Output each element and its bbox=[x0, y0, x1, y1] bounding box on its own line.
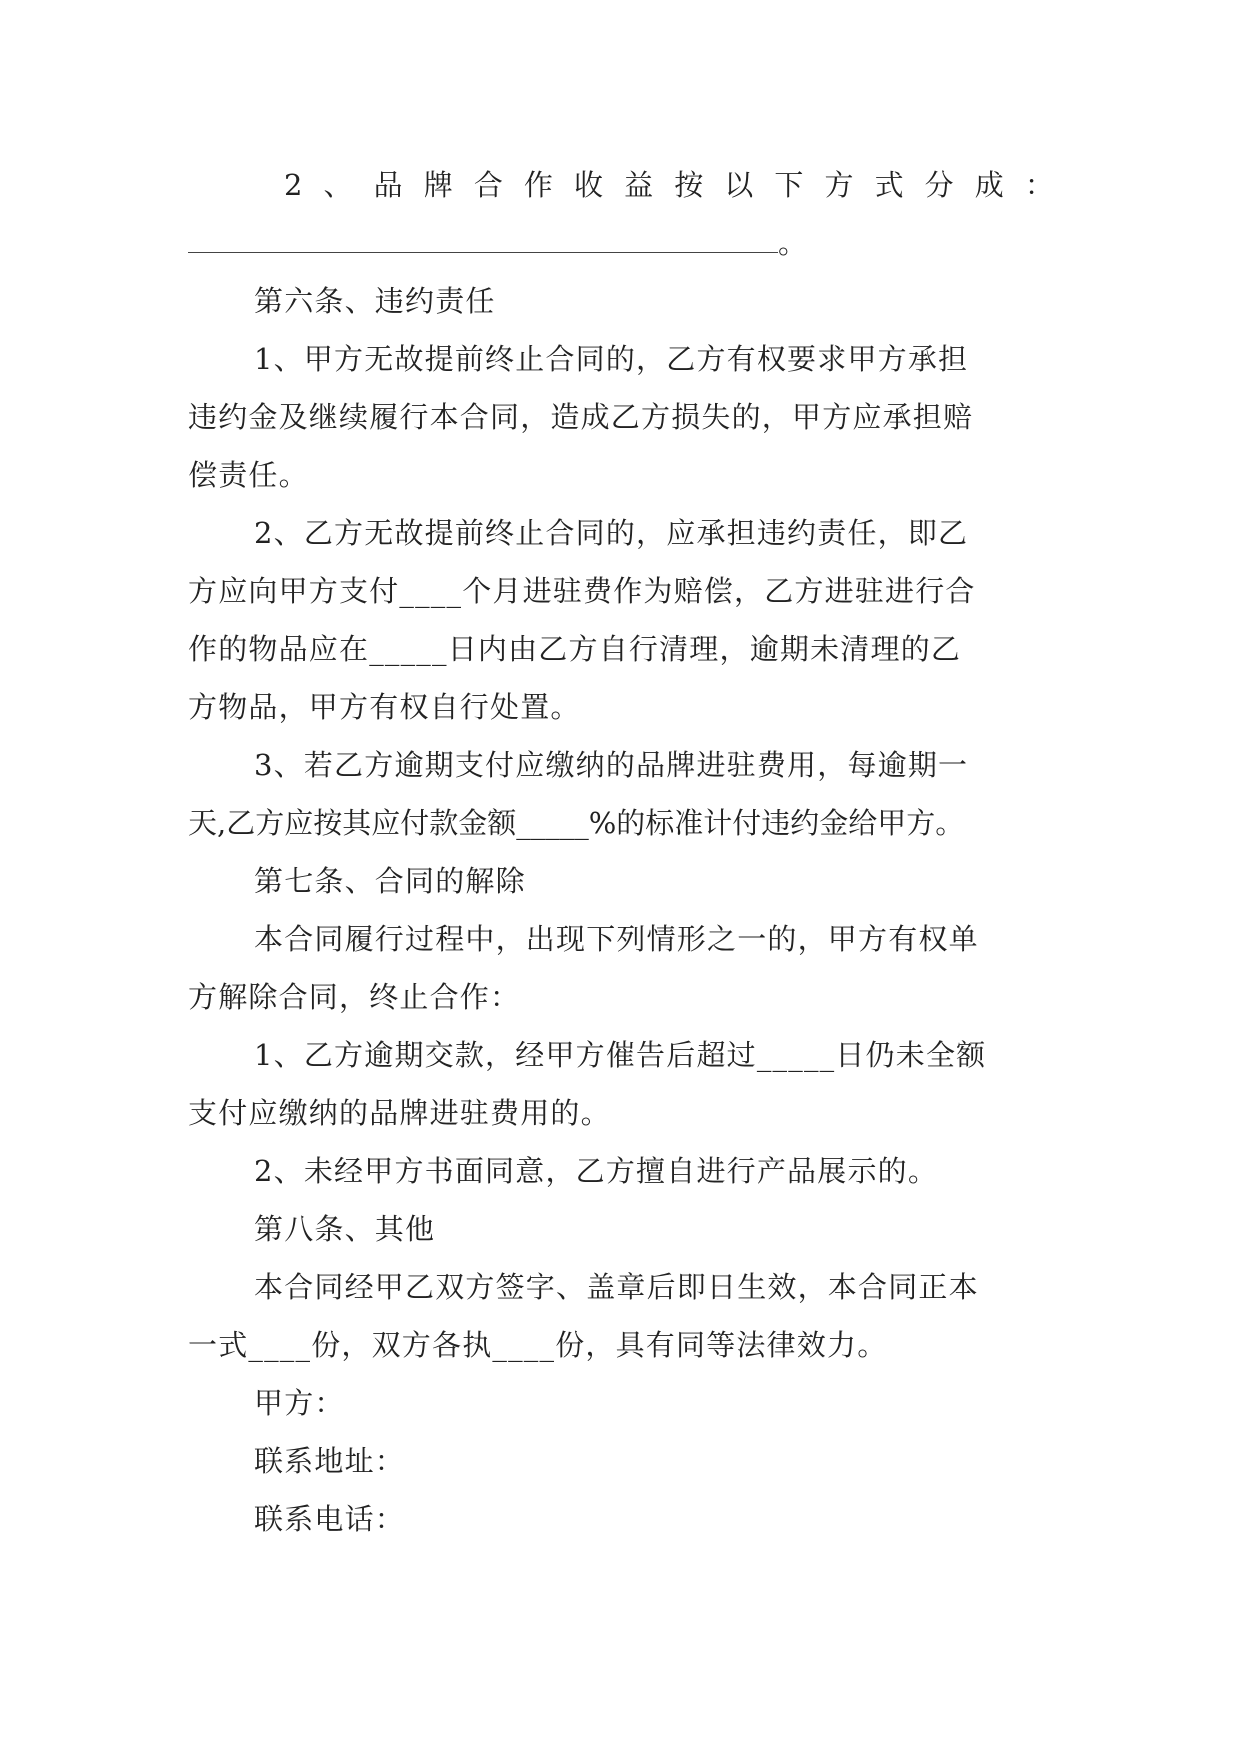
document-page bbox=[188, 156, 1054, 1548]
text-char: 收 bbox=[574, 168, 604, 202]
article-7-heading: 第七条、合同的解除 bbox=[254, 864, 526, 898]
text-char: 益 bbox=[624, 168, 654, 202]
paragraph-line: 方解除合同，终止合作： bbox=[188, 980, 521, 1014]
text-char: 成 bbox=[974, 168, 1004, 202]
contact-address-label: 联系地址： bbox=[254, 1444, 406, 1478]
text-char: 品 bbox=[373, 168, 403, 202]
text-char: 方 bbox=[824, 168, 854, 202]
text-char: 、 bbox=[323, 168, 353, 202]
text-char: 以 bbox=[724, 168, 754, 202]
text-char: 按 bbox=[674, 168, 704, 202]
paragraph-line: 本合同经甲乙双方签字、盖章后即日生效，本合同正本 bbox=[254, 1270, 979, 1304]
contact-phone-label: 联系电话： bbox=[254, 1502, 406, 1536]
article-8-heading: 第八条、其他 bbox=[254, 1212, 436, 1246]
paragraph-line: 偿责任。 bbox=[188, 458, 309, 492]
text-char: 作 bbox=[523, 168, 553, 202]
text-char: 下 bbox=[774, 168, 804, 202]
clause-5-2-line bbox=[188, 156, 1054, 214]
text-char: 分 bbox=[924, 168, 954, 202]
paragraph-line: 本合同履行过程中，出现下列情形之一的，甲方有权单 bbox=[254, 922, 979, 956]
paragraph-line: 3、若乙方逾期支付应缴纳的品牌进驻费用，每逾期一 bbox=[254, 748, 969, 782]
paragraph-line: 2、乙方无故提前终止合同的，应承担违约责任，即乙 bbox=[254, 516, 969, 550]
paragraph-line: 天,乙方应按其应付款金额_____%的标准计付违约金给甲方。 bbox=[188, 806, 965, 840]
paragraph-line: 支付应缴纳的品牌进驻费用的。 bbox=[188, 1096, 611, 1130]
text-char: 式 bbox=[874, 168, 904, 202]
party-a-label: 甲方： bbox=[254, 1386, 345, 1420]
period-mark: 。 bbox=[778, 226, 808, 260]
text-char: 牌 bbox=[423, 168, 453, 202]
blank-fill-line bbox=[188, 214, 1054, 272]
blank-underline bbox=[188, 218, 778, 253]
text-char: 2 bbox=[284, 168, 303, 202]
paragraph-line: 一式____份，双方各执____份，具有同等法律效力。 bbox=[188, 1328, 888, 1362]
paragraph-line: 违约金及继续履行本合同，造成乙方损失的，甲方应承担赔 bbox=[188, 400, 974, 434]
paragraph-line: 1、乙方逾期交款，经甲方催告后超过_____日仍未全额 bbox=[254, 1038, 987, 1072]
paragraph-line: 2、未经甲方书面同意，乙方擅自进行产品展示的。 bbox=[254, 1154, 939, 1188]
text-char: ： bbox=[1024, 168, 1054, 202]
paragraph-line: 方物品，甲方有权自行处置。 bbox=[188, 690, 581, 724]
paragraph-line: 方应向甲方支付____个月进驻费作为赔偿，乙方进驻进行合 bbox=[188, 574, 976, 608]
paragraph-line: 1、甲方无故提前终止合同的，乙方有权要求甲方承担 bbox=[254, 342, 969, 376]
article-6-heading: 第六条、违约责任 bbox=[254, 284, 496, 318]
text-char: 合 bbox=[473, 168, 503, 202]
paragraph-line: 作的物品应在_____日内由乙方自行清理，逾期未清理的乙 bbox=[188, 632, 962, 666]
